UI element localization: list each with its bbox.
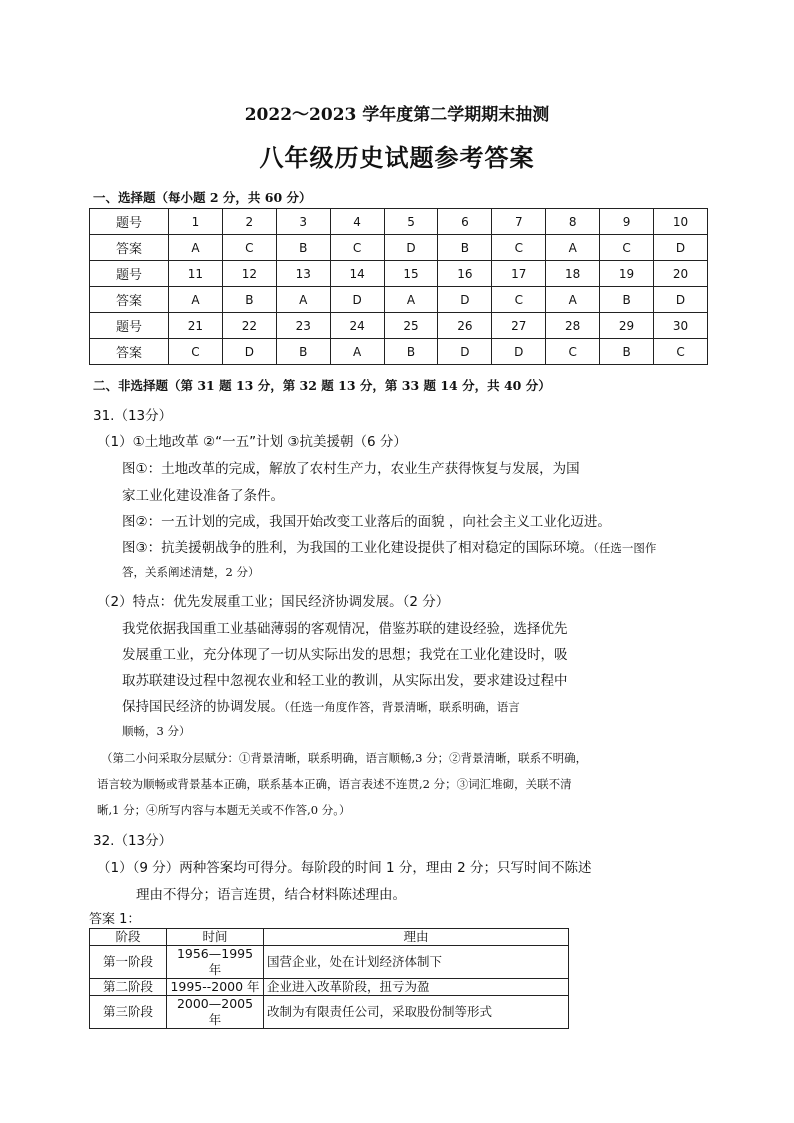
answer-cell: B: [600, 339, 654, 365]
answer-cell: C: [492, 287, 546, 313]
q31-part1-note: 答，关系阐述清楚，2 分）: [122, 565, 260, 579]
question-number: 12: [222, 261, 276, 287]
question-number: 19: [600, 261, 654, 287]
answer-cell: A: [384, 287, 438, 313]
question-number: 4: [330, 209, 384, 235]
exam-title: 2022～2023 学年度第二学期期末抽测: [244, 105, 550, 125]
stage-cell: 第二阶段: [90, 979, 167, 996]
question-number: 11: [169, 261, 223, 287]
answer-cell: D: [438, 339, 492, 365]
q31-part2-line: [122, 695, 520, 715]
answer-cell: C: [492, 235, 546, 261]
stage-cell: 第一阶段: [90, 946, 167, 979]
answer-cell: D: [222, 339, 276, 365]
table-row: [90, 209, 708, 235]
question-number: 7: [492, 209, 546, 235]
question-number: 28: [546, 313, 600, 339]
q31-part2-title: （2）特点：优先发展重工业；国民经济协调发展。（2 分）: [97, 594, 450, 610]
stage-answer-table: [89, 928, 569, 1029]
reason-cell: 国营企业，处在计划经济体制下: [264, 946, 569, 979]
answer-cell: D: [492, 339, 546, 365]
q31-part2-line: 我党依据我国重工业基础薄弱的客观情况，借鉴苏联的建设经验，选择优先: [122, 621, 568, 637]
q31-part1-line: 家工业化建设准备了条件。: [122, 488, 284, 504]
question-number: 6: [438, 209, 492, 235]
answer-cell: A: [546, 235, 600, 261]
q31-part1-line: [122, 536, 656, 556]
section1-heading: 一、选择题（每小题 2 分，共 60 分）: [93, 190, 312, 205]
table-row: [90, 313, 708, 339]
reason-cell: 企业进入改革阶段，扭亏为盈: [264, 979, 569, 996]
row-label: 答案: [90, 287, 169, 313]
answer-cell: A: [169, 235, 223, 261]
question-number: 8: [546, 209, 600, 235]
answer-key-title: 八年级历史试题参考答案: [259, 143, 535, 172]
question-number: 22: [222, 313, 276, 339]
grading-note: 语言较为顺畅或背景基本正确，联系基本正确，语言表述不连贯,2 分；③词汇堆砌，关联不清: [97, 777, 572, 791]
q31-part1-note: （任选一图作: [593, 541, 657, 555]
row-label: 答案: [90, 235, 169, 261]
q31-part2-line: 发展重工业，充分体现了一切从实际出发的思想；我党在工业化建设时，吸: [122, 647, 568, 663]
table-row: [90, 287, 708, 313]
answer-cell: D: [330, 287, 384, 313]
question-number: 2: [222, 209, 276, 235]
answer-cell: A: [276, 287, 330, 313]
q31-part1-line: 图①：土地改革的完成，解放了农村生产力，农业生产获得恢复与发展，为国: [122, 461, 580, 477]
answer-cell: D: [384, 235, 438, 261]
answer-cell: C: [654, 339, 708, 365]
question-number: 24: [330, 313, 384, 339]
question-number: 27: [492, 313, 546, 339]
column-header: 阶段: [90, 929, 167, 946]
grading-note: （第二小问采取分层赋分：①背景清晰，联系明确，语言顺畅,3 分；②背景清晰，联系不明确，: [101, 751, 588, 765]
q31-part2-note: 顺畅，3 分）: [122, 724, 191, 738]
answer-cell: A: [546, 287, 600, 313]
answer-cell: B: [276, 235, 330, 261]
answer-cell: C: [600, 235, 654, 261]
q31-part1-line: 图②：一五计划的完成，我国开始改变工业落后的面貌 ，向社会主义工业化迈进。: [122, 514, 611, 530]
answer-cell: C: [169, 339, 223, 365]
question-number: 30: [654, 313, 708, 339]
row-label: 题号: [90, 313, 169, 339]
section2-heading: 二、非选择题（第 31 题 13 分，第 32 题 13 分，第 33 题 14 分，共 40 分）: [93, 378, 551, 393]
question-number: 16: [438, 261, 492, 287]
question-number: 5: [384, 209, 438, 235]
question-number: 10: [654, 209, 708, 235]
question-number: 14: [330, 261, 384, 287]
period-cell: 1956—1995 年: [167, 946, 264, 979]
grading-note: 晰,1 分；④所写内容与本题无关或不作答,0 分。）: [97, 803, 351, 817]
question-number: 23: [276, 313, 330, 339]
row-label: 题号: [90, 261, 169, 287]
question-number: 26: [438, 313, 492, 339]
row-label: 答案: [90, 339, 169, 365]
table-row: [90, 946, 569, 979]
period-cell: 1995--2000 年: [167, 979, 264, 996]
question-number: 15: [384, 261, 438, 287]
question-number: 20: [654, 261, 708, 287]
multiple-choice-answer-table: [89, 208, 708, 365]
table-header-row: [90, 929, 569, 946]
column-header: 时间: [167, 929, 264, 946]
answer-cell: B: [384, 339, 438, 365]
question-number: 13: [276, 261, 330, 287]
q32-part1-line: 理由不得分；语言连贯，结合材料陈述理由。: [136, 887, 406, 903]
question-number: 18: [546, 261, 600, 287]
question-number: 17: [492, 261, 546, 287]
answer-cell: A: [169, 287, 223, 313]
question-number: 1: [169, 209, 223, 235]
question-number: 9: [600, 209, 654, 235]
answer-cell: B: [438, 235, 492, 261]
period-cell: 2000—2005 年: [167, 996, 264, 1029]
question-31-label: 31.（13分）: [93, 408, 173, 424]
stage-cell: 第三阶段: [90, 996, 167, 1029]
reason-cell: 改制为有限责任公司，采取股份制等形式: [264, 996, 569, 1029]
question-number: 25: [384, 313, 438, 339]
question-number: 21: [169, 313, 223, 339]
table-row: [90, 996, 569, 1029]
answer-cell: A: [330, 339, 384, 365]
q31-part2-text: 保持国民经济的协调发展。: [122, 699, 284, 715]
answer-cell: D: [654, 287, 708, 313]
q31-part2-note: （任选一角度作答，背景清晰，联系明确，语言: [284, 700, 520, 714]
q31-part1-title: （1）①土地改革 ②“一五”计划 ③抗美援朝（6 分）: [97, 434, 407, 450]
table-row: [90, 339, 708, 365]
q31-part1-text: 图③：抗美援朝战争的胜利，为我国的工业化建设提供了相对稳定的国际环境。: [122, 540, 594, 556]
row-label: 题号: [90, 209, 169, 235]
column-header: 理由: [264, 929, 569, 946]
answer-cell: D: [438, 287, 492, 313]
table-row: [90, 235, 708, 261]
answer-cell: D: [654, 235, 708, 261]
question-number: 29: [600, 313, 654, 339]
answer-cell: C: [330, 235, 384, 261]
question-number: 3: [276, 209, 330, 235]
answer-cell: B: [600, 287, 654, 313]
q31-part2-line: 取苏联建设过程中忽视农业和轻工业的教训，从实际出发，要求建设过程中: [122, 673, 568, 689]
table-row: [90, 261, 708, 287]
answer-cell: B: [276, 339, 330, 365]
answer-label: 答案 1：: [89, 912, 141, 927]
answer-cell: C: [546, 339, 600, 365]
question-32-label: 32.（13分）: [93, 833, 173, 849]
answer-cell: B: [222, 287, 276, 313]
q32-part1-line: （1）（9 分）两种答案均可得分。每阶段的时间 1 分，理由 2 分；只写时间不陈述: [97, 860, 592, 876]
answer-cell: C: [222, 235, 276, 261]
table-row: [90, 979, 569, 996]
